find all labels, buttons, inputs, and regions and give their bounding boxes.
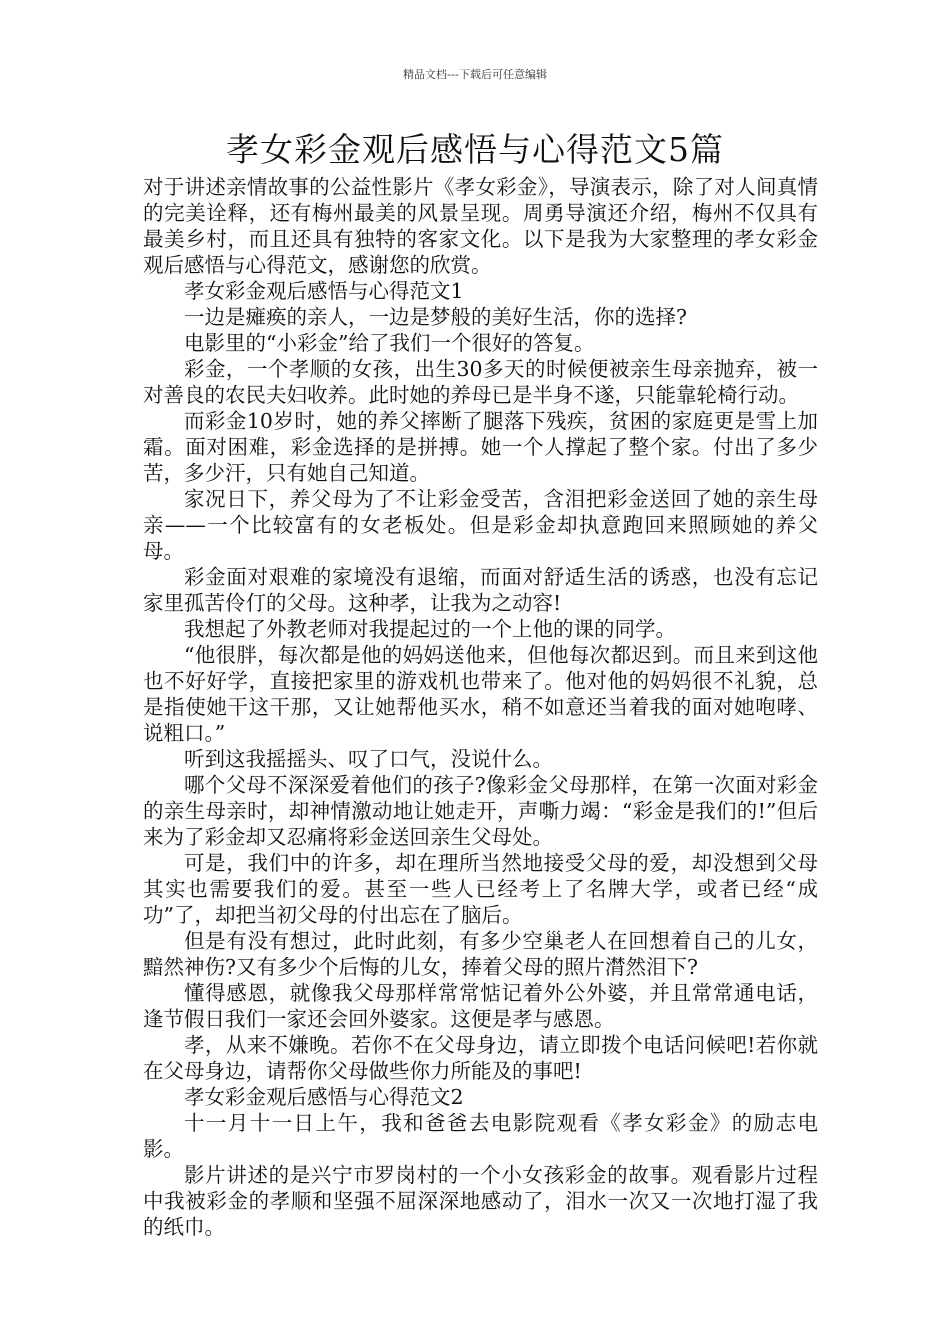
paragraph: 但是有没有想过，此时此刻，有多少空巢老人在回想着自己的儿女，黯然神伤?又有多少个后悔的儿女，捧着父母的照片潸然泪下? [143,929,818,979]
paragraph: “他很胖，每次都是他的妈妈送他来，但他每次都迟到。而且来到这他也不好好学，直接把家里的游戏机也带来了。他对他的妈妈很不礼貌，总是指使她干这干那，又让她帮他买水，稍不如意还当着我的面对她咆哮、说粗口。” [143,643,818,745]
paragraph: 孝，从来不嫌晚。若你不在父母身边，请立即拨个电话问候吧!若你就在父母身边，请帮你父母做些你力所能及的事吧! [143,1033,818,1083]
paragraph: 电影里的“小彩金”给了我们一个很好的答复。 [184,331,595,355]
paragraph: 家况日下，养父母为了不让彩金受苦，含泪把彩金送回了她的亲生母亲——一个比较富有的女老板处。但是彩金却执意跑回来照顾她的养父母。 [143,487,818,563]
paragraph: 彩金，一个孝顺的女孩，出生30多天的时候便被亲生母亲抛弃，被一对善良的农民夫妇收养。此时她的养母已是半身不遂，只能靠轮椅行动。 [143,357,818,407]
document-body [143,174,818,1240]
paragraph: 彩金面对艰难的家境没有退缩，而面对舒适生活的诱惑，也没有忘记家里孤苦伶仃的父母。这种孝，让我为之动容! [143,565,818,615]
paragraph: 哪个父母不深深爱着他们的孩子?像彩金父母那样，在第一次面对彩金的亲生母亲时，却神情激动地让她走开，声嘶力竭：“彩金是我们的!”但后来为了彩金却又忍痛将彩金送回亲生父母处。 [143,773,818,849]
document-title: 孝女彩金观后感悟与心得范文5篇 [226,130,724,169]
paragraph: 懂得感恩，就像我父母那样常常惦记着外公外婆，并且常常通电话，逢节假日我们一家还会回外婆家。这便是孝与感恩。 [143,981,818,1031]
paragraph-intro: 对于讲述亲情故事的公益性影片《孝女彩金》，导演表示，除了对人间真情的完美诠释，还有梅州最美的风景呈现。周勇导演还介绍，梅州不仅具有最美乡村，而且还具有独特的客家文化。以下是我为大家整理的孝女彩金观后感悟与心得范文，感谢您的欣赏。 [143,175,818,277]
section-heading: 孝女彩金观后感悟与心得范文1 [184,279,464,303]
section-heading: 孝女彩金观后感悟与心得范文2 [184,1085,464,1109]
paragraph: 而彩金10岁时，她的养父摔断了腿落下残疾，贫困的家庭更是雪上加霜。面对困难，彩金选择的是拼搏。她一个人撑起了整个家。付出了多少苦，多少汗，只有她自己知道。 [143,409,818,485]
paragraph: 影片讲述的是兴宁市罗岗村的一个小女孩彩金的故事。观看影片过程中我被彩金的孝顺和坚强不屈深深地感动了，泪水一次又一次地打湿了我的纸巾。 [143,1163,818,1239]
paragraph: 一边是瘫痪的亲人，一边是梦般的美好生活，你的选择? [184,305,687,329]
paragraph: 听到这我摇摇头、叹了口气，没说什么。 [184,747,553,771]
paragraph: 十一月十一日上午，我和爸爸去电影院观看《孝女彩金》的励志电影。 [143,1111,818,1161]
paragraph: 可是，我们中的许多，却在理所当然地接受父母的爱，却没想到父母其实也需要我们的爱。甚至一些人已经考上了名牌大学，或者已经“成功”了，却把当初父母的付出忘在了脑后。 [143,851,818,927]
page-header-note: 精品文档---下载后可任意编辑 [403,68,547,81]
paragraph: 我想起了外教老师对我提起过的一个上他的课的同学。 [184,617,676,641]
